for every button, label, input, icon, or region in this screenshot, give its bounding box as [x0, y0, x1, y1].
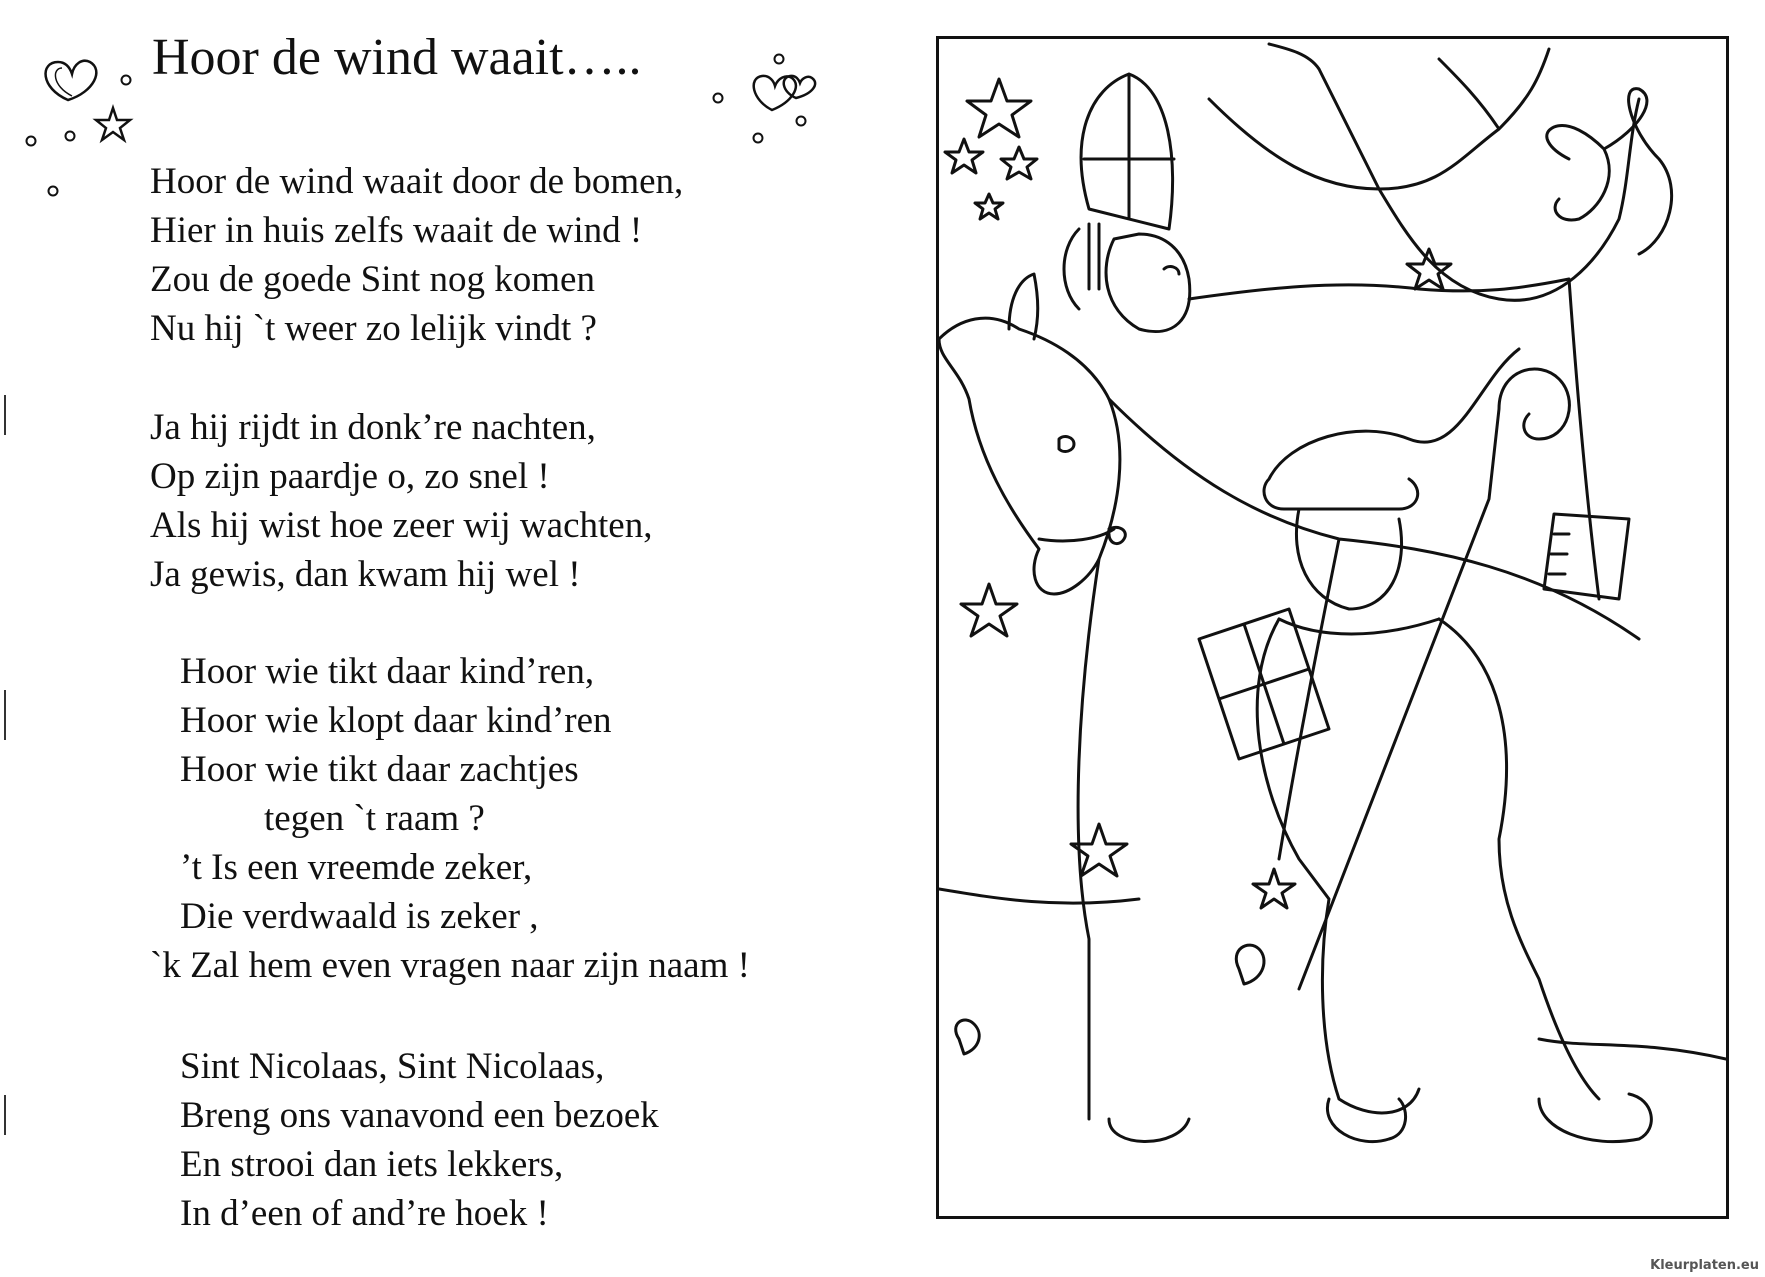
watermark: Kleurplaten.eu	[1650, 1258, 1759, 1273]
poem-line: In d’een of and’re hoek !	[180, 1193, 549, 1234]
poem-line: Hoor wie tikt daar kind’ren,	[180, 651, 595, 692]
star-icon	[1253, 869, 1295, 908]
star-icon	[967, 79, 1031, 137]
leaf-icon	[1236, 945, 1264, 984]
poem-line: `k Zal hem even vragen naar zijn naam !	[150, 945, 750, 986]
ground-line	[939, 889, 1726, 1059]
star-icon	[1001, 147, 1037, 179]
star-icon	[961, 584, 1017, 636]
poem-line: Ja hij rijdt in donk’re nachten,	[150, 407, 596, 448]
helper-collar	[1279, 619, 1439, 634]
coloring-illustration	[936, 36, 1729, 1219]
boot-icon	[1539, 1094, 1651, 1142]
boot-icon	[1327, 1099, 1405, 1142]
poem-line: Hier in huis zelfs waait de wind !	[150, 210, 643, 251]
poem-line: Op zijn paardje o, zo snel !	[150, 456, 550, 497]
poem-line: Hoor wie tikt daar zachtjes	[180, 749, 579, 790]
sinterklaas-face	[1106, 234, 1190, 332]
leaf-icon	[956, 1020, 980, 1054]
poem-line: Ja gewis, dan kwam hij wel !	[150, 554, 581, 595]
horse-head	[939, 318, 1120, 594]
horse-hoof	[1109, 1119, 1189, 1142]
star-icon	[945, 139, 983, 173]
poem-line: Hoor wie klopt daar kind’ren	[180, 700, 612, 741]
horse-body	[1078, 399, 1639, 1119]
squirrel-icon	[1547, 89, 1672, 254]
poem-body	[0, 0, 860, 1277]
staff-icon	[1299, 369, 1569, 989]
poem-line: Als hij wist hoe zeer wij wachten,	[150, 505, 653, 546]
poem-line: Breng ons vanavond een bezoek	[180, 1095, 659, 1136]
poem-line: tegen `t raam ?	[264, 798, 485, 839]
poem-line: Zou de goede Sint nog komen	[150, 259, 595, 300]
sinterklaas-hand	[1064, 224, 1099, 309]
patch-icon	[1544, 514, 1629, 599]
poem-title: Hoor de wind waait…..	[152, 29, 642, 86]
poem-line: Nu hij `t weer zo lelijk vindt ?	[150, 308, 597, 349]
bridle-icon	[1039, 527, 1125, 543]
poem-line: En strooi dan iets lekkers,	[180, 1144, 564, 1185]
poem-line: Sint Nicolaas, Sint Nicolaas,	[180, 1046, 605, 1087]
illustration-drawing	[939, 39, 1726, 1216]
star-icon	[975, 194, 1003, 219]
poem-line: ’t Is een vreemde zeker,	[180, 847, 533, 888]
poem-line: Hoor de wind waait door de bomen,	[150, 161, 684, 202]
poem-line: Die verdwaald is zeker ,	[180, 896, 539, 937]
star-icon	[1407, 249, 1451, 289]
mitre-icon	[1081, 74, 1174, 229]
helper-face	[1296, 509, 1401, 609]
horse-eye	[1059, 437, 1074, 452]
helper-hat	[1264, 349, 1519, 509]
